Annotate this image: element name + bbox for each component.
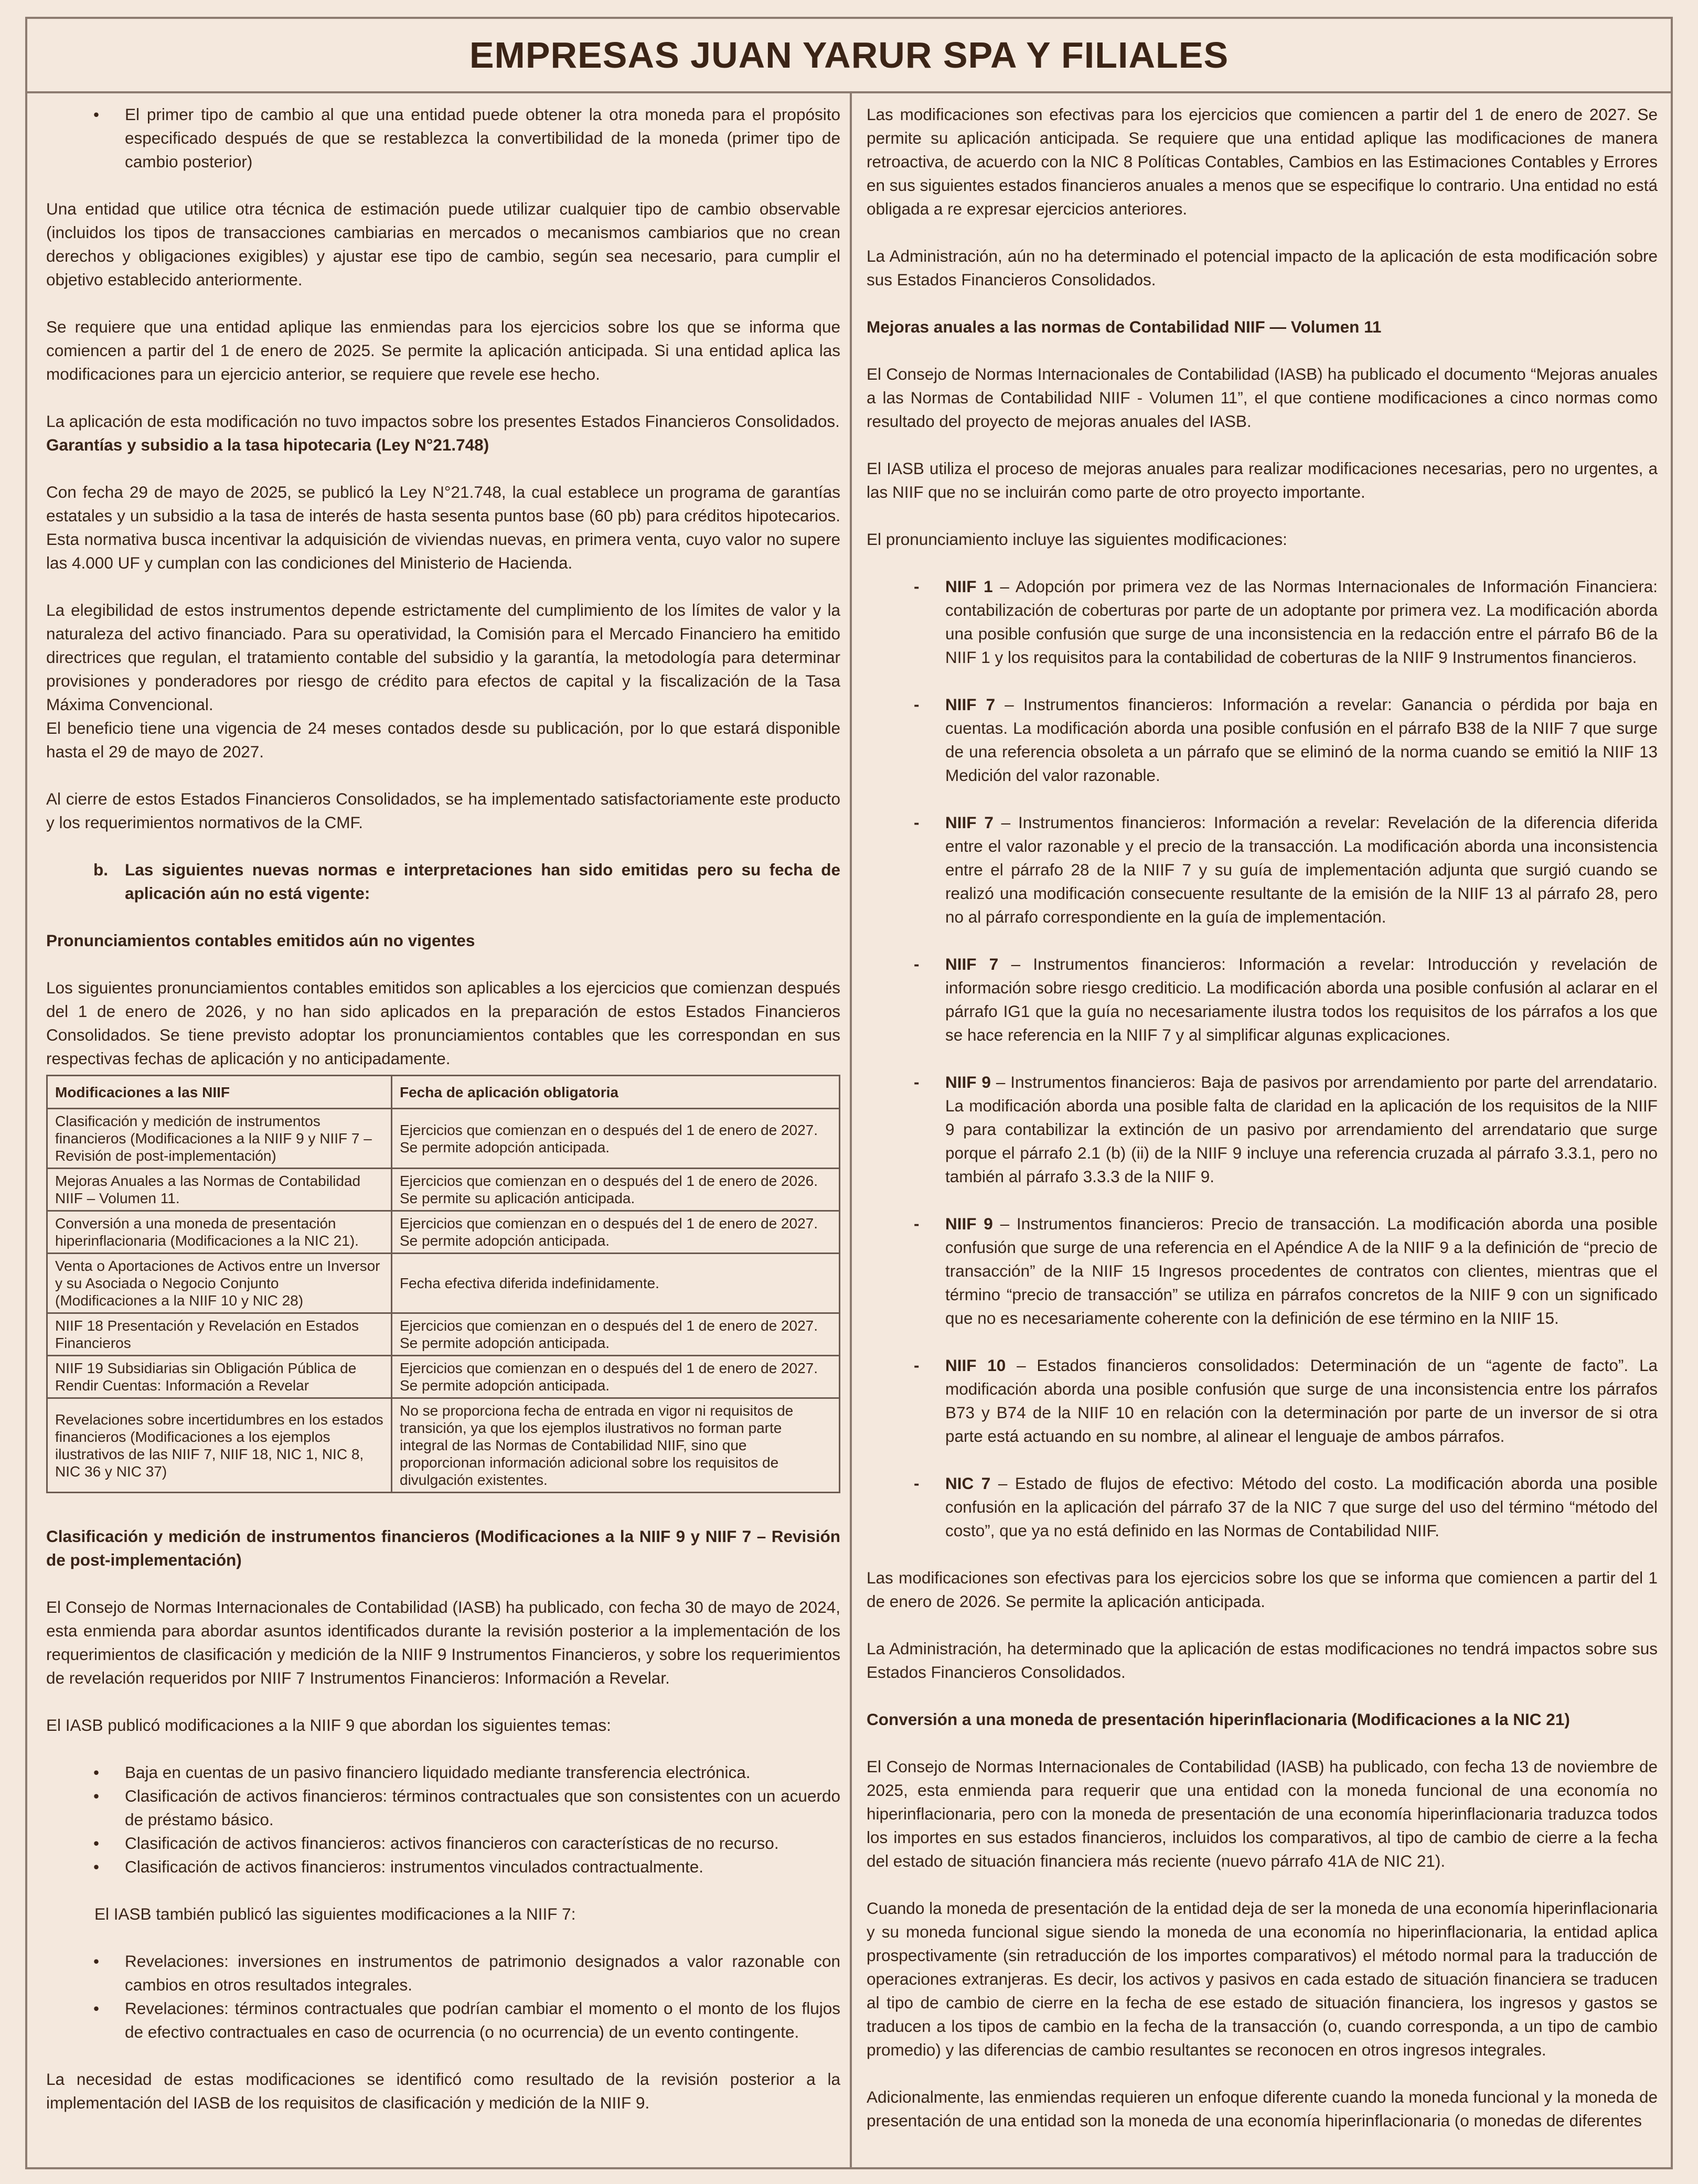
dash-marker: - (914, 577, 920, 596)
norms-table (46, 1075, 840, 1493)
item-text: – Instrumentos financieros: Baja de pasivos por arrendamiento por parte del arrendatario. La modificación aborda una posible falta de claridad en la aplicación de los requisitos de la NIIF 9 para contabilizar la extinción de un pasivo por arrendamiento del arrendatario que surge porque el párrafo 2.1 (b) (ii) de la NIIF 9 incluye una referencia cruzada al párrafo 3.3.1, pero no también al párrafo 3.3.3 de la NIIF 9. (945, 1073, 1658, 1186)
paragraph: Las modificaciones son efectivas para los ejercicios sobre los que se informa que comiencen a partir del 1 de enero de 2026. Se permite la aplicación anticipada. (867, 1568, 1658, 1611)
standard-code: NIC 7 (945, 1474, 991, 1493)
table-cell: Ejercicios que comienzan en o después del 1 de enero de 2027. Se permite adopción anticipada. (392, 1109, 840, 1169)
section-heading-clasificacion: Clasificación y medición de instrumentos financieros (Modificaciones a la NIIF 9 y NIIF 7 – Revisión de post-implementación) (46, 1527, 840, 1569)
column-divider (850, 91, 852, 2167)
list-item (867, 1070, 1658, 1189)
list-item (867, 952, 1658, 1047)
paragraph: El Consejo de Normas Internacionales de Contabilidad (IASB) ha publicado el documento “Mejoras anuales a las Normas de Contabilidad NIIF - Volumen 11”, el que contiene modificaciones a cinco normas como resultado del proyecto de mejoras anuales del IASB. (867, 365, 1658, 431)
paragraph: Al cierre de estos Estados Financieros Consolidados, se ha implementado satisfactoriamente este producto y los requerimientos normativos de la CMF. (46, 789, 840, 832)
table-row (47, 1109, 840, 1169)
item-b-label: b. (93, 860, 108, 879)
amendments-list (867, 575, 1658, 1543)
list-item: • Clasificación de activos financieros: activos financieros con características de no recurso. (46, 1832, 840, 1855)
table-cell: NIIF 19 Subsidiarias sin Obligación Pública de Rendir Cuentas: Información a Revelar (47, 1356, 392, 1398)
paragraph: Con fecha 29 de mayo de 2025, se publicó la Ley N°21.748, la cual establece un programa de garantías estatales y un subsidio a la tasa de interés de hasta sesenta puntos base (60 pb) para créditos hipotecarios. Esta normativa busca incentivar la adquisición de viviendas nuevas, en primera venta, cuyo valor no supere las 4.000 UF y cumplan con las condiciones del Ministerio de Hacienda. (46, 483, 840, 572)
section-heading-garantias: Garantías y subsidio a la tasa hipotecaria (Ley N°21.748) (46, 435, 489, 454)
section-heading-pronunciamientos: Pronunciamientos contables emitidos aún no vigentes (46, 931, 475, 950)
standard-code: NIIF 7 (945, 695, 996, 714)
item-text: – Estados financieros consolidados: Determinación de un “agente de facto”. La modificación aborda una posible confusión que surge de una inconsistencia entre los párrafos B73 y B74 de la NIIF 10 en relación con la determinación por parte de un inversor de si otra parte está actuando en su nombre, al alinear el lenguaje de ambos párrafos. (945, 1356, 1658, 1446)
list-item (867, 1354, 1658, 1448)
company-title: EMPRESAS JUAN YARUR SPA Y FILIALES (469, 35, 1229, 76)
section-heading-conversion: Conversión a una moneda de presentación hiperinflacionaria (Modificaciones a la NIC 21) (867, 1710, 1570, 1729)
dash-marker: - (914, 1474, 920, 1493)
paragraph: El IASB también publicó las siguientes modificaciones a la NIIF 7: (94, 1904, 576, 1923)
list-item: • El primer tipo de cambio al que una entidad puede obtener la otra moneda para el propósito especificado después de que se restablezca la convertibilidad de la moneda (primer tipo de cambio posterior) (46, 103, 840, 174)
column-header: Fecha de aplicación obligatoria (392, 1076, 840, 1109)
item-b (46, 858, 840, 905)
paragraph: Las modificaciones son efectivas para los ejercicios que comiencen a partir del 1 de enero de 2027. Se permite su aplicación anticipada. Se requiere que una entidad aplique las modificaciones de manera retroactiva, de acuerdo con la NIC 8 Políticas Contables, Cambios en las Estimaciones Contables y Errores en sus siguientes estados financieros anuales a menos que se especifique lo contrario. Una entidad no está obligada a re expresar ejercicios anteriores. (867, 105, 1658, 218)
paragraph: La necesidad de estas modificaciones se identificó como resultado de la revisión posterior a la implementación del IASB de los requisitos de clasificación y medición de la NIIF 9. (46, 2070, 840, 2112)
intro-bullet-list (46, 103, 840, 174)
paragraph: Adicionalmente, las enmiendas requieren un enfoque diferente cuando la moneda funcional y la moneda de presentación de una entidad son la moneda de una economía hiperinflacionaria (o monedas de diferentes (867, 2087, 1658, 2130)
standard-code: NIIF 9 (945, 1073, 991, 1091)
standard-code: NIIF 9 (945, 1214, 993, 1233)
dash-marker: - (914, 813, 920, 832)
dash-marker: - (914, 1356, 920, 1375)
item-text: – Instrumentos financieros: Información a revelar: Introducción y revelación de información sobre riesgo crediticio. La modificación aborda una posible confusión al aclarar en el párrafo IG1 que la guía no necesariamente ilustra todos los requisitos de los párrafos a los que se hace referencia en la NIIF 7 y al simplificar algunas explicaciones. (945, 955, 1658, 1044)
paragraph: El IASB publicó modificaciones a la NIIF 9 que abordan los siguientes temas: (46, 1716, 611, 1735)
paragraph: El Consejo de Normas Internacionales de Contabilidad (IASB) ha publicado, con fecha 13 de noviembre de 2025, esta enmienda para requerir que una entidad con la moneda funcional de una economía no hiperinflacionaria, pero con la moneda de presentación de una economía hiperinflacionaria traduzca todos los importes en sus estados financieros, incluidos los comparativos, al tipo de cambio de cierre a la fecha del estado de situación financiera más reciente (nuevo párrafo 41A de NIC 21). (867, 1757, 1658, 1870)
paragraph: Cuando la moneda de presentación de la entidad deja de ser la moneda de una economía hiperinflacionaria y su moneda funcional sigue siendo la moneda de una economía no hiperinflacionaria, la entidad aplica prospectivamente (sin retraducción de los importes comparativos) el método normal para la traducción de operaciones extranjeras. Es decir, los activos y pasivos en cada estado de situación financiera se traducen al tipo de cambio de cierre en la fecha de ese estado de situación financiera, los ingresos y gastos se traducen a los tipos de cambio en la fecha de la transacción (o, cuando corresponda, a un tipo de cambio promedio) y las diferencias de cambio resultantes se reconocen en otros ingresos integrales. (867, 1899, 1658, 2059)
standard-code: NIIF 1 (945, 577, 993, 596)
table-cell: Venta o Aportaciones de Activos entre un Inversor y su Asociada o Negocio Conjunto (Modificaciones a la NIIF 10 y NIC 28) (47, 1254, 392, 1313)
paragraph: La Administración, aún no ha determinado el potencial impacto de la aplicación de esta modificación sobre sus Estados Financieros Consolidados. (867, 247, 1658, 289)
table-cell: No se proporciona fecha de entrada en vigor ni requisitos de transición, ya que los ejemplos ilustrativos no forman parte integral de las Normas de Contabilidad NIIF, sino que proporcionan información adicional sobre los requisitos de divulgación existentes. (392, 1398, 840, 1493)
header-bar (27, 19, 1671, 93)
paragraph: El beneficio tiene una vigencia de 24 meses contados desde su publicación, por lo que estará disponible hasta el 29 de mayo de 2027. (46, 719, 840, 761)
item-text: – Instrumentos financieros: Información a revelar: Ganancia o pérdida por baja en cuentas. La modificación aborda una posible confusión en el párrafo B38 de la NIIF 7 que surge de una referencia obsoleta a un párrafo que se eliminó de la norma cuando se emitió la NIIF 13 Medición del valor razonable. (945, 695, 1658, 785)
table-cell: NIIF 18 Presentación y Revelación en Estados Financieros (47, 1313, 392, 1356)
table-row (47, 1211, 840, 1254)
paragraph: Se requiere que una entidad aplique las enmiendas para los ejercicios sobre los que se informa que comiencen a partir del 1 de enero de 2025. Se permite la aplicación anticipada. Si una entidad aplica las modificaciones para un ejercicio anterior, se requiere que revele ese hecho. (46, 317, 840, 383)
paragraph: Una entidad que utilice otra técnica de estimación puede utilizar cualquier tipo de cambio observable (incluidos los tipos de transacciones cambiarias en mercados o mecanismos cambiarios que no crean derechos y obligaciones exigibles) y ajustar ese tipo de cambio, según sea necesario, para cumplir el objetivo establecido anteriormente. (46, 199, 840, 289)
table-cell: Clasificación y medición de instrumentos financieros (Modificaciones a la NIIF 9 y NIIF 7 – Revisión de post-implementación) (47, 1109, 392, 1169)
list-item (867, 1212, 1658, 1330)
list-item (867, 1472, 1658, 1543)
paragraph: El IASB utiliza el proceso de mejoras anuales para realizar modificaciones necesarias, pero no urgentes, a las NIIF que no se incluirán como parte de otro proyecto importante. (867, 459, 1658, 501)
item-text: – Instrumentos financieros: Precio de transacción. La modificación aborda una posible confusión que surge de una referencia en el Apéndice A de la NIIF 9 a la definición de “precio de transacción” de la NIIF 15 Ingresos procedentes de contratos con clientes, mientras que el término “precio de transacción” se utiliza en párrafos concretos de la NIIF 9 con un significado que no es necesariamente coherente con la definición de ese término en la NIIF 15. (945, 1214, 1658, 1327)
paragraph: La aplicación de esta modificación no tuvo impactos sobre los presentes Estados Financieros Consolidados. (46, 412, 840, 431)
list-item: • Revelaciones: inversiones en instrumentos de patrimonio designados a valor razonable con cambios en otros resultados integrales. (46, 1950, 840, 1997)
dash-marker: - (914, 1073, 920, 1091)
table-row (47, 1356, 840, 1398)
section-heading-mejoras: Mejoras anuales a las normas de Contabilidad NIIF — Volumen 11 (867, 317, 1382, 336)
table-cell: Ejercicios que comienzan en o después del 1 de enero de 2027. Se permite adopción anticipada. (392, 1313, 840, 1356)
item-b-text: Las siguientes nuevas normas e interpretaciones han sido emitidas pero su fecha de aplicación aún no está vigente: (125, 860, 840, 903)
standard-code: NIIF 7 (945, 813, 994, 832)
list-item: • Clasificación de activos financieros: términos contractuales que son consistentes con un acuerdo de préstamo básico. (46, 1784, 840, 1832)
standard-code: NIIF 7 (945, 955, 999, 973)
dash-marker: - (914, 695, 920, 714)
niif7-bullet-list (46, 1950, 840, 2044)
document-page (25, 17, 1673, 2169)
table-cell: Fecha efectiva diferida indefinidamente. (392, 1254, 840, 1313)
item-text: – Estado de flujos de efectivo: Método del costo. La modificación aborda una posible confusión en la aplicación del párrafo 37 de la NIC 7 que surge del uso del término “método del costo”, que ya no está definido en las Normas de Contabilidad NIIF. (945, 1474, 1658, 1540)
column-header: Modificaciones a las NIIF (47, 1076, 392, 1109)
paragraph: La Administración, ha determinado que la aplicación de estas modificaciones no tendrá impactos sobre sus Estados Financieros Consolidados. (867, 1639, 1658, 1682)
list-item: • Baja en cuentas de un pasivo financiero liquidado mediante transferencia electrónica. (46, 1761, 840, 1784)
table-header-row (47, 1076, 840, 1109)
paragraph: El pronunciamiento incluye las siguientes modificaciones: (867, 530, 1287, 549)
item-text: – Instrumentos financieros: Información a revelar: Revelación de la diferencia diferida entre el valor razonable y el precio de la transacción. La modificación aborda una inconsistencia entre el párrafo 28 de la NIIF 7 y su guía de implementación adjunta que surgió cuando se realizó una modificación consecuente resultante de la emisión de la NIIF 13 al párrafo 28, pero no al párrafo correspondiente en la guía de implementación. (945, 813, 1658, 926)
paragraph: La elegibilidad de estos instrumentos depende estrictamente del cumplimiento de los límites de valor y la naturaleza del activo financiado. Para su operatividad, la Comisión para el Mercado Financiero ha emitido directrices que regulan, el tratamiento contable del subsidio y la garantía, la metodología para determinar provisiones y ponderadores por riesgo de crédito para efectos de capital y la fiscalización de la Tasa Máxima Convencional. (46, 601, 840, 714)
table-row (47, 1398, 840, 1493)
table-row (47, 1169, 840, 1211)
table-cell: Ejercicios que comienzan en o después del 1 de enero de 2027. Se permite adopción anticipada. (392, 1211, 840, 1254)
list-item: • Clasificación de activos financieros: instrumentos vinculados contractualmente. (46, 1855, 840, 1879)
list-item (867, 575, 1658, 669)
table-cell: Conversión a una moneda de presentación hiperinflacionaria (Modificaciones a la NIC 21). (47, 1211, 392, 1254)
dash-marker: - (914, 1214, 920, 1233)
table-row (47, 1254, 840, 1313)
table-cell: Ejercicios que comienzan en o después del 1 de enero de 2026. Se permite su aplicación anticipada. (392, 1169, 840, 1211)
niif9-bullet-list (46, 1761, 840, 1879)
left-column (46, 103, 840, 2138)
table-row (47, 1313, 840, 1356)
table-cell: Ejercicios que comienzan en o después del 1 de enero de 2027. Se permite adopción anticipada. (392, 1356, 840, 1398)
paragraph: El Consejo de Normas Internacionales de Contabilidad (IASB) ha publicado, con fecha 30 de mayo de 2024, esta enmienda para abordar asuntos identificados durante la revisión posterior a la implementación de los requerimientos de clasificación y medición de la NIIF 9 Instrumentos Financieros, y sobre los requerimientos de revelación requeridos por NIIF 7 Instrumentos Financieros: Información a Revelar. (46, 1598, 840, 1687)
table-cell: Mejoras Anuales a las Normas de Contabilidad NIIF – Volumen 11. (47, 1169, 392, 1211)
table-cell: Revelaciones sobre incertidumbres en los estados financieros (Modificaciones a los ejemplos ilustrativos de las NIIF 7, NIIF 18, NIC 1, NIC 8, NIC 36 y NIC 37) (47, 1398, 392, 1493)
paragraph: Los siguientes pronunciamientos contables emitidos son aplicables a los ejercicios que comienzan después del 1 de enero de 2026, y no han sido aplicados en la preparación de estos Estados Financieros Consolidados. Se tiene previsto adoptar los pronunciamientos contables que les correspondan en sus respectivas fechas de aplicación y no anticipadamente. (46, 978, 840, 1068)
standard-code: NIIF 10 (945, 1356, 1006, 1375)
list-item: • Revelaciones: términos contractuales que podrían cambiar el momento o el monto de los flujos de efectivo contractuales en caso de ocurrencia (o no ocurrencia) de un evento contingente. (46, 1997, 840, 2044)
dash-marker: - (914, 955, 920, 973)
list-item (867, 811, 1658, 929)
item-text: – Adopción por primera vez de las Normas Internacionales de Información Financiera: contabilización de coberturas por parte de un adoptante por primera vez. La modificación aborda una posible confusión que surge de una inconsistencia en la redacción entre el párrafo B6 de la NIIF 1 y los requisitos para la contabilidad de coberturas de la NIIF 9 Instrumentos financieros. (945, 577, 1658, 667)
right-column (867, 103, 1658, 2156)
list-item (867, 693, 1658, 787)
